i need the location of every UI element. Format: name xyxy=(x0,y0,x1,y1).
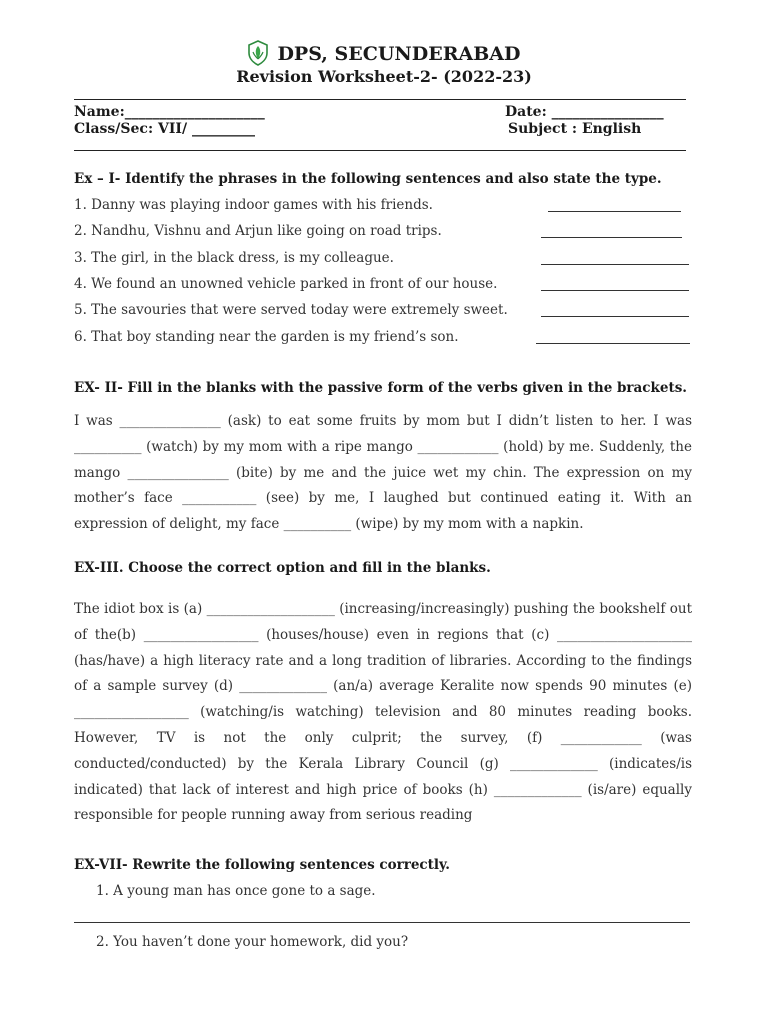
ex3-heading: EX-III. Choose the correct option and fill in the blanks. xyxy=(74,560,491,576)
ex1-answer-line[interactable] xyxy=(541,237,682,238)
ex1-answer-line[interactable] xyxy=(536,343,690,344)
ex1-answer-line[interactable] xyxy=(541,264,689,265)
worksheet-title: Revision Worksheet-2- (2022-23) xyxy=(236,67,532,86)
ex1-question: 1. Danny was playing indoor games with his friends. xyxy=(74,197,433,213)
ex7-item: 1. A young man has once gone to a sage. xyxy=(96,883,376,899)
ex2-heading: EX- II- Fill in the blanks with the passive form of the verbs given in the brackets. xyxy=(74,380,687,396)
ex1-question: 6. That boy standing near the garden is my friend’s son. xyxy=(74,329,459,345)
divider xyxy=(74,99,686,100)
ex1-answer-line[interactable] xyxy=(541,316,689,317)
ex7-answer-line[interactable] xyxy=(74,922,690,923)
name-field[interactable]: Name:____________________ xyxy=(74,104,265,120)
ex3-paragraph: The idiot box is (a) ___________________ (increasing/increasingly) pushing the bookshelf out of the(b) _________________ (houses/house) even in regions that (c) ____________________ (has/have) a high literacy rate and a long tradition of libraries. According to the findings of a sample survey (d) _____________ (an/a) average Keralite now spends 90 minutes (e) _________________ (watching/is watching) television and 80 minutes reading books. However, TV is not the only culprit; the survey, (f) ____________ (was conducted/conducted) by the Kerala Library Council (g) _____________ (indicates/is indicated) that lack of interest and high price of books (h) _____________ (is/are) equally responsible for people running away from serious reading xyxy=(74,601,692,824)
ex1-heading: Ex – I- Identify the phrases in the following sentences and also state the type. xyxy=(74,171,662,187)
ex1-answer-line[interactable] xyxy=(541,290,689,291)
ex1-answer-line[interactable] xyxy=(548,211,681,212)
ex7-item: 2. You haven’t done your homework, did you? xyxy=(96,934,409,950)
divider xyxy=(74,150,686,151)
class-section-field[interactable]: Class/Sec: VII/ _________ xyxy=(74,121,255,137)
ex7-heading: EX-VII- Rewrite the following sentences correctly. xyxy=(74,857,450,873)
ex1-question: 5. The savouries that were served today were extremely sweet. xyxy=(74,302,508,318)
subject-label: Subject : English xyxy=(508,121,642,137)
ex1-question: 4. We found an unowned vehicle parked in front of our house. xyxy=(74,276,498,292)
school-name: DPS, SECUNDERABAD xyxy=(277,43,521,65)
date-field[interactable]: Date: ________________ xyxy=(505,104,664,120)
ex1-question: 3. The girl, in the black dress, is my colleague. xyxy=(74,250,394,266)
ex2-paragraph: I was _______________ (ask) to eat some fruits by mom but I didn’t listen to her. I was __________ (watch) by my mom with a ripe mango ____________ (hold) by me. Suddenly, the mango _______________ (bite) by me and the juice wet my chin. The expression on my mother’s face ___________ (see) by me, I laughed but continued eating it. With an expression of delight, my face __________ (wipe) by my mom with a napkin. xyxy=(74,413,692,533)
ex1-question: 2. Nandhu, Vishnu and Arjun like going on road trips. xyxy=(74,223,442,239)
